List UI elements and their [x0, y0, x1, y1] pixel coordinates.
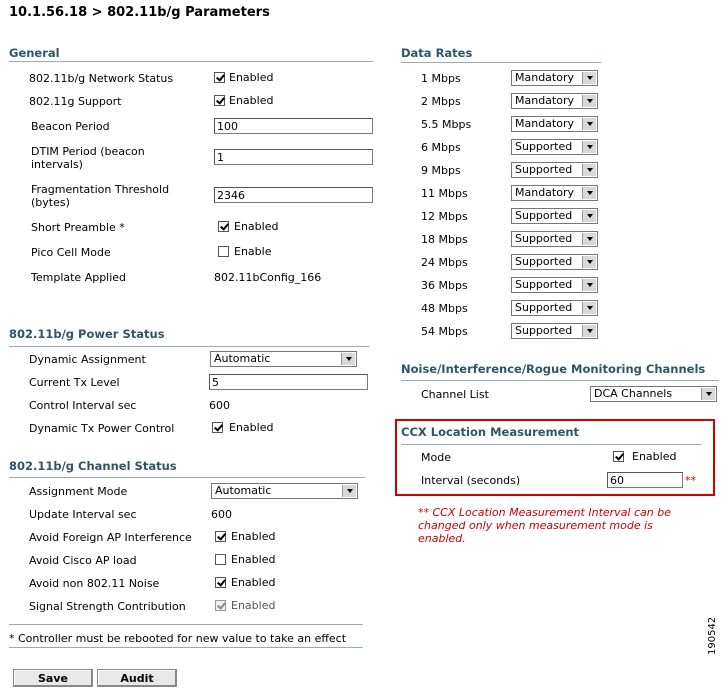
dynamic-assignment-select[interactable] [210, 351, 357, 367]
dtim-period-input[interactable]: 1 [214, 149, 373, 165]
template-applied-label: Template Applied [31, 271, 127, 284]
chevron-down-icon [582, 72, 596, 84]
rate-label: 48 Mbps [421, 302, 468, 315]
section-heading-power: 802.11b/g Power Status [9, 327, 165, 341]
figure-id: 190542 [707, 616, 718, 655]
rate-select[interactable] [511, 277, 598, 293]
page-title: 10.1.56.18 > 802.11b/g Parameters [9, 5, 270, 20]
signal-strength-text: Enabled [231, 599, 276, 612]
divider [9, 624, 363, 625]
rate-select-value: Supported [515, 301, 573, 314]
chevron-down-icon [582, 233, 596, 245]
section-heading-data-rates: Data Rates [401, 46, 473, 60]
divider [9, 346, 369, 347]
rate-label: 11 Mbps [421, 187, 468, 200]
fragmentation-threshold-input[interactable]: 2346 [214, 187, 373, 203]
assignment-mode-label: Assignment Mode [29, 485, 128, 498]
g-support-checkbox[interactable] [214, 95, 225, 106]
update-interval-value: 600 [211, 508, 232, 521]
ccx-mode-label: Mode [421, 451, 451, 464]
rate-select-value: Supported [515, 232, 573, 245]
template-applied-value: 802.11bConfig_166 [214, 271, 322, 284]
rate-select-value: Mandatory [515, 186, 575, 199]
rate-select-value: Supported [515, 255, 573, 268]
pico-cell-checkbox[interactable] [218, 246, 229, 257]
chevron-down-icon [582, 210, 596, 222]
chevron-down-icon [582, 256, 596, 268]
chevron-down-icon [342, 485, 356, 497]
chevron-down-icon [582, 325, 596, 337]
chevron-down-icon [582, 187, 596, 199]
rate-label: 24 Mbps [421, 256, 468, 269]
rate-select-value: Supported [515, 140, 573, 153]
dynamic-assignment-value: Automatic [214, 352, 271, 365]
avoid-cisco-text: Enabled [231, 553, 276, 566]
dtim-period-label: DTIM Period (beacon intervals) [31, 145, 145, 171]
section-heading-channel: 802.11b/g Channel Status [9, 459, 177, 473]
rate-label: 9 Mbps [421, 164, 461, 177]
rate-select[interactable] [511, 254, 598, 270]
rate-select[interactable] [511, 323, 598, 339]
ccx-interval-marker: ** [685, 474, 696, 487]
reboot-footnote: * Controller must be rebooted for new value to take an effect [9, 632, 347, 645]
channel-list-select[interactable] [590, 386, 717, 402]
rate-select-value: Mandatory [515, 117, 575, 130]
divider [401, 62, 601, 63]
rate-select-value: Supported [515, 163, 573, 176]
pico-cell-text: Enable [234, 245, 272, 258]
section-heading-noise-monitoring: Noise/Interference/Rogue Monitoring Channels [401, 362, 706, 376]
avoid-foreign-text: Enabled [231, 530, 276, 543]
fragmentation-threshold-label: Fragmentation Threshold (bytes) [31, 183, 170, 209]
avoid-noise-checkbox[interactable] [215, 577, 226, 588]
rate-select-value: Mandatory [515, 71, 575, 84]
rate-select[interactable] [511, 208, 598, 224]
rate-select[interactable] [511, 300, 598, 316]
chevron-down-icon [582, 302, 596, 314]
chevron-down-icon [582, 95, 596, 107]
dtpc-text: Enabled [229, 421, 274, 434]
chevron-down-icon [582, 164, 596, 176]
audit-button[interactable]: Audit [97, 669, 177, 687]
rate-select-value: Supported [515, 278, 573, 291]
ccx-mode-checkbox[interactable] [613, 451, 624, 462]
avoid-cisco-label: Avoid Cisco AP load [29, 554, 137, 567]
chevron-down-icon [701, 388, 715, 400]
short-preamble-text: Enabled [234, 220, 279, 233]
assignment-mode-select[interactable] [211, 483, 358, 499]
dtpc-checkbox[interactable] [212, 422, 223, 433]
divider [401, 444, 701, 445]
divider [9, 477, 365, 478]
rate-label: 12 Mbps [421, 210, 468, 223]
rate-label: 18 Mbps [421, 233, 468, 246]
pico-cell-label: Pico Cell Mode [31, 246, 111, 259]
rate-select-value: Mandatory [515, 94, 575, 107]
network-status-label: 802.11b/g Network Status [29, 72, 174, 85]
g-support-text: Enabled [229, 94, 274, 107]
rate-select[interactable] [511, 116, 598, 132]
current-tx-level-input[interactable]: 5 [209, 374, 368, 390]
network-status-checkbox[interactable] [214, 72, 225, 83]
avoid-foreign-label: Avoid Foreign AP Interference [29, 531, 192, 544]
avoid-foreign-checkbox[interactable] [215, 531, 226, 542]
ccx-interval-input[interactable]: 60 [607, 472, 683, 488]
rate-label: 5.5 Mbps [421, 118, 472, 131]
rate-select-value: Supported [515, 324, 573, 337]
rate-label: 54 Mbps [421, 325, 468, 338]
save-button[interactable]: Save [13, 669, 93, 687]
short-preamble-checkbox[interactable] [218, 221, 229, 232]
assignment-mode-value: Automatic [215, 484, 272, 497]
control-interval-label: Control Interval sec [29, 399, 137, 412]
ccx-mode-text: Enabled [632, 450, 677, 463]
current-tx-level-label: Current Tx Level [29, 376, 120, 389]
rate-select-value: Supported [515, 209, 573, 222]
rate-select[interactable] [511, 231, 598, 247]
ccx-interval-label: Interval (seconds) [421, 474, 521, 487]
avoid-noise-label: Avoid non 802.11 Noise [29, 577, 160, 590]
chevron-down-icon [341, 353, 355, 365]
chevron-down-icon [582, 279, 596, 291]
rate-label: 1 Mbps [421, 72, 461, 85]
chevron-down-icon [582, 141, 596, 153]
divider [9, 647, 363, 648]
rate-select[interactable] [511, 162, 598, 178]
rate-select[interactable] [511, 70, 598, 86]
control-interval-value: 600 [209, 399, 230, 412]
channel-list-value: DCA Channels [594, 387, 673, 400]
beacon-period-input[interactable]: 100 [214, 118, 373, 134]
chevron-down-icon [582, 118, 596, 130]
dtpc-label: Dynamic Tx Power Control [29, 422, 175, 435]
rate-label: 36 Mbps [421, 279, 468, 292]
divider [401, 380, 719, 381]
rate-select[interactable] [511, 93, 598, 109]
rate-select[interactable] [511, 185, 598, 201]
short-preamble-label: Short Preamble * [31, 221, 125, 234]
rate-label: 6 Mbps [421, 141, 461, 154]
g-support-label: 802.11g Support [29, 95, 122, 108]
dynamic-assignment-label: Dynamic Assignment [29, 353, 146, 366]
signal-strength-label: Signal Strength Contribution [29, 600, 186, 613]
signal-strength-checkbox [215, 600, 226, 611]
ccx-interval-note: ** CCX Location Measurement Interval can be changed only when measurement mode is enabled. [418, 506, 671, 545]
avoid-noise-text: Enabled [231, 576, 276, 589]
update-interval-label: Update Interval sec [29, 508, 137, 521]
channel-list-label: Channel List [421, 388, 489, 401]
network-status-text: Enabled [229, 71, 274, 84]
avoid-cisco-checkbox[interactable] [215, 554, 226, 565]
section-heading-general: General [9, 46, 60, 60]
section-heading-ccx: CCX Location Measurement [401, 425, 580, 439]
rate-select[interactable] [511, 139, 598, 155]
divider [9, 61, 373, 62]
beacon-period-label: Beacon Period [31, 120, 110, 133]
rate-label: 2 Mbps [421, 95, 461, 108]
